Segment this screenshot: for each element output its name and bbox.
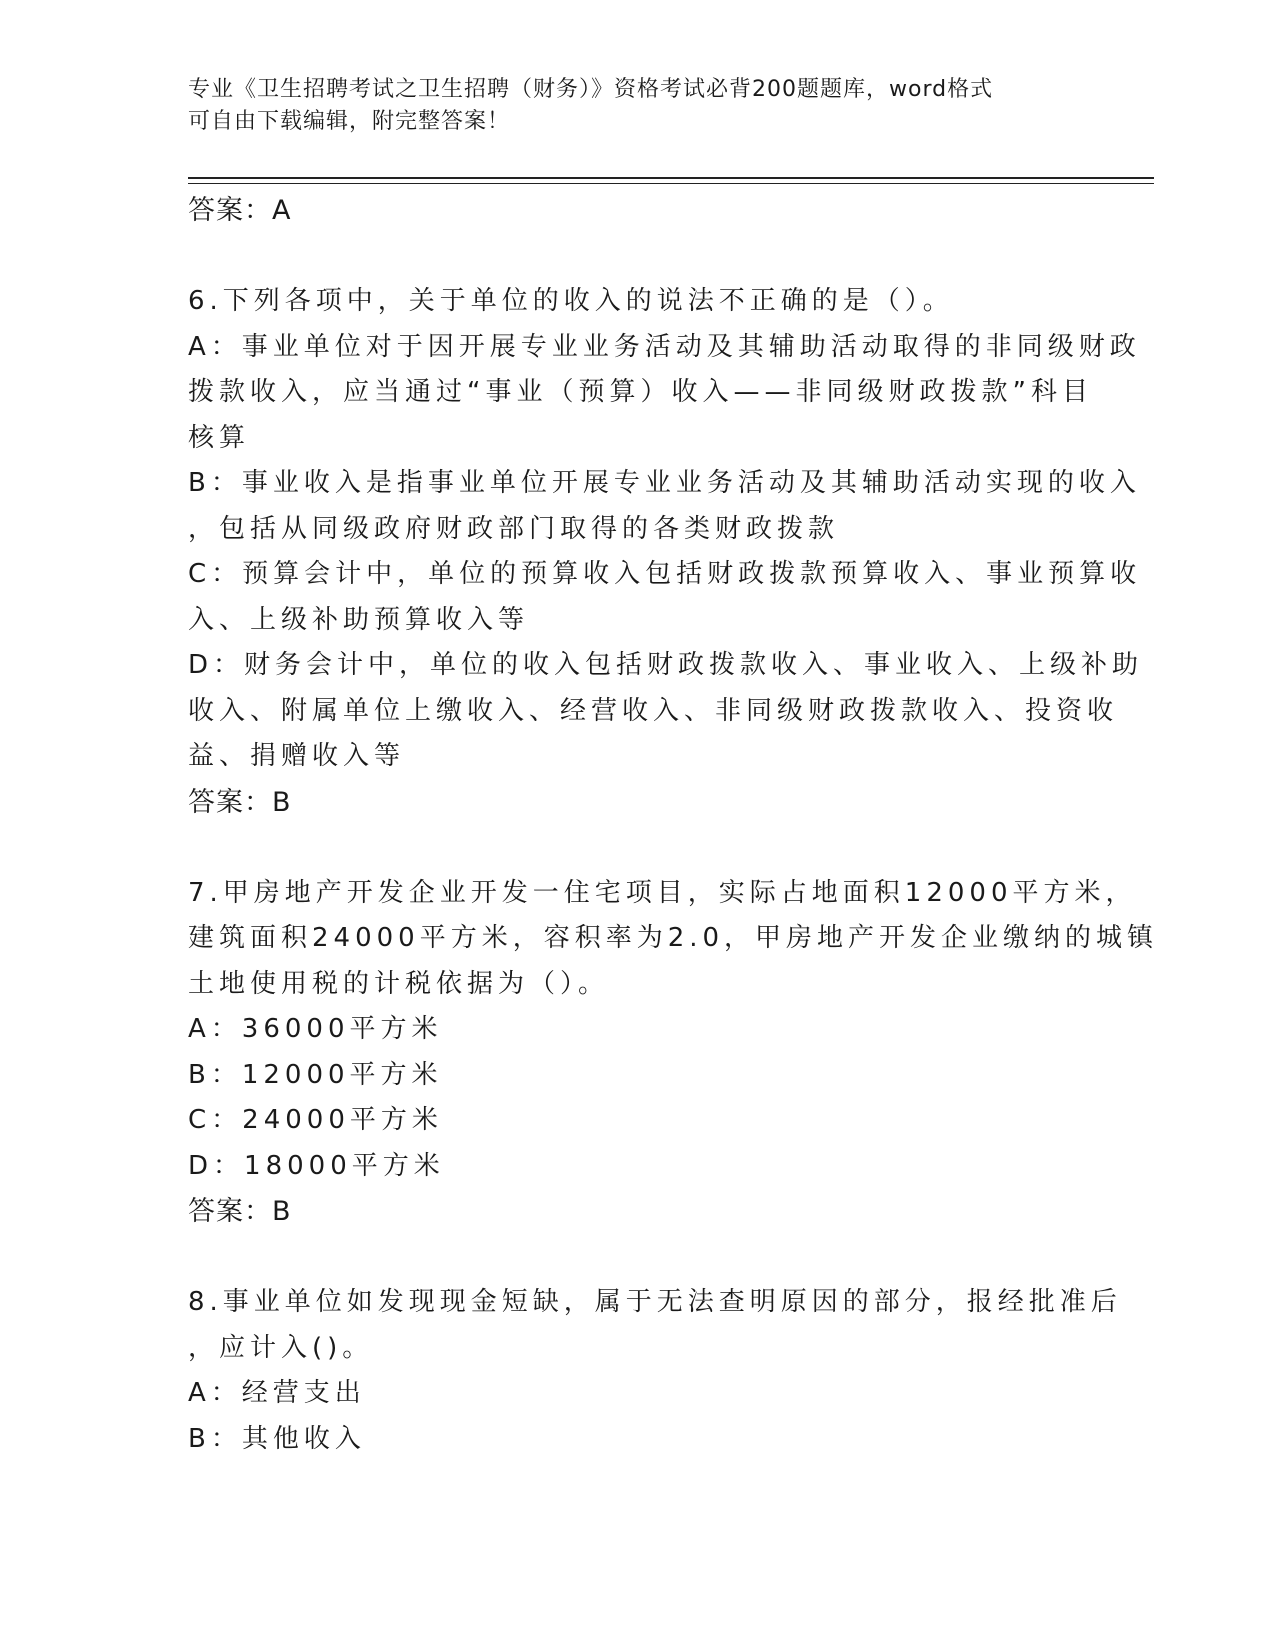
header-line-1: 专业《卫生招聘考试之卫生招聘（财务）》资格考试必背200题题库，word格式 [188,77,994,102]
option-a-cont: 核算 [188,422,251,453]
spacer [188,1235,1078,1281]
question-7 [188,871,1159,1235]
option-c-cont: 入、上级补助预算收入等 [188,604,530,635]
option-d-cont: 益、捐赠收入等 [188,741,406,771]
option-a: A：36000平方米 [188,1014,443,1044]
spacer [188,234,1078,280]
option-a: A：经营支出 [188,1378,366,1408]
option-a-cont: 拨款收入，应当通过“事业（预算）收入——非同级财政拨款”科目 [188,377,1093,407]
answer-q7: 答案：B [188,1196,292,1227]
question-stem-cont: 土地使用税的计税依据为（）。 [188,968,610,999]
header-rule-thin [188,183,1154,184]
option-b-cont: ，包括从同级政府财政部门取得的各类财政拨款 [188,513,840,544]
option-a: A：事业单位对于因开展专业业务活动及其辅助活动取得的非同级财政 [188,331,1141,362]
header-rule-thick [188,177,1154,179]
option-d-cont: 收入、附属单位上缴收入、经营收入、非同级财政拨款收入、投资收 [188,695,1119,726]
question-6 [188,279,1144,825]
option-b: B：事业收入是指事业单位开展专业业务活动及其辅助活动实现的收入 [188,468,1141,498]
option-c: C：预算会计中，单位的预算收入包括财政拨款预算收入、事业预算收 [188,559,1142,589]
answer-q6: 答案：B [188,786,292,818]
option-b: B：12000平方米 [188,1059,443,1090]
question-8 [188,1280,1122,1462]
question-content [188,188,1159,1462]
option-d: D：财务会计中，单位的收入包括财政拨款收入、事业收入、上级补助 [188,650,1144,680]
question-stem-cont: 建筑面积24000平方米，容积率为2.0，甲房地产开发企业缴纳的城镇 [188,923,1159,953]
question-stem: 6.下列各项中，关于单位的收入的说法不正确的是（）。 [188,286,954,316]
question-stem-cont: ，应计入()。 [188,1332,374,1363]
option-c: C：24000平方米 [188,1105,443,1135]
spacer [188,825,1078,871]
question-stem: 7.甲房地产开发企业开发一住宅项目，实际占地面积12000平方米， [188,877,1137,908]
document-header [188,74,1068,138]
option-d: D：18000平方米 [188,1150,445,1181]
answer-q5: 答案：A [188,195,292,226]
question-stem: 8.事业单位如发现现金短缺，属于无法查明原因的部分，报经批准后 [188,1287,1122,1317]
header-line-2: 可自由下载编辑，附完整答案！ [188,109,511,134]
option-b: B：其他收入 [188,1423,366,1454]
